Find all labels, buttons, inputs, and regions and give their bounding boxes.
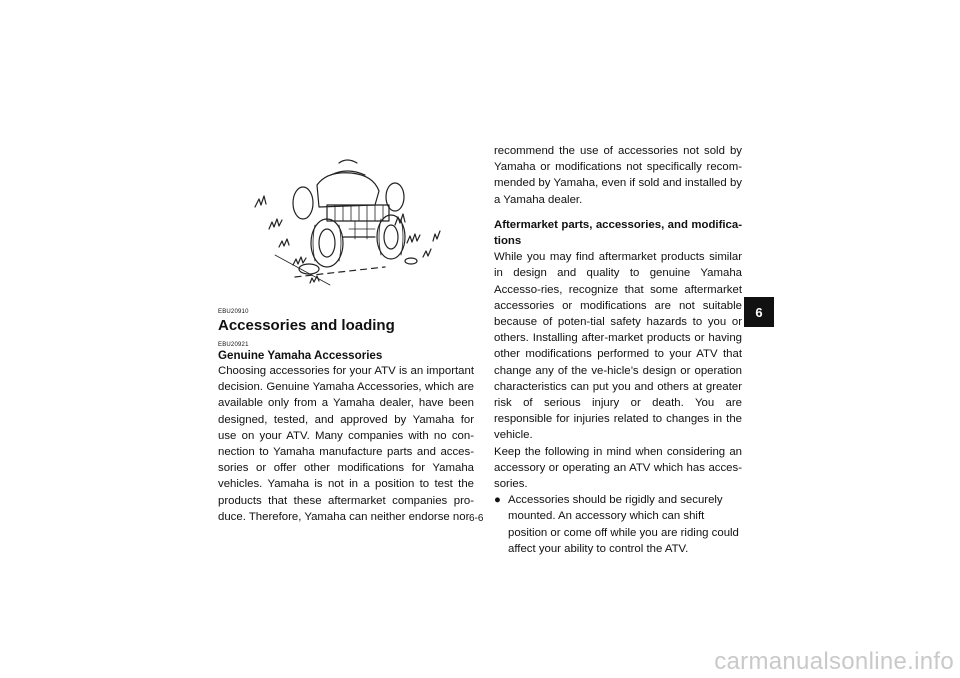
chapter-tab: 6 — [744, 297, 774, 327]
atv-illustration — [235, 145, 460, 295]
subsection-code: EBU20921 — [218, 342, 249, 348]
section-heading: Accessories and loading — [218, 317, 395, 334]
bullet-item — [494, 492, 742, 557]
subsection-heading: Genuine Yamaha Accessories — [218, 349, 383, 362]
paragraph: While you may find aftermarket products similar in design and quality to genuine Yamaha Accesso-ries, recognize that some aftermarket accessories or modifications are not suitable because of poten-tial safety hazards to you or others. Installing after-market products or having other modifications performed to your ATV that change any of the ve-hicle’s design or operation characteristics can put you and others at greater risk of serious injury or death. You are responsible for injuries related to changes in the vehicle. — [494, 251, 742, 442]
section-code: EBU20910 — [218, 309, 249, 315]
bullet-text: Accessories should be rigidly and securely mounted. An accessory which can shift position or come off while you are riding could affect your ability to control the ATV. — [508, 494, 739, 555]
paragraph: Keep the following in mind when considering an accessory or operating an ATV which has acces-sories. — [494, 445, 742, 491]
subsection-heading: Aftermarket parts, accessories, and modifica-tions — [494, 218, 742, 248]
paragraph: Choosing accessories for your ATV is an important decision. Genuine Yamaha Accessories, which are available only from a Yamaha dealer, have been designed, tested, and approved by Yamaha for use on your ATV. Many companies with no con-nection to Yamaha manufacture parts and acces-sories or offer other modifications for Yamaha vehicles. Yamaha is not in a position to test the products that these aftermarket companies pro-duce. Therefore, Yamaha can neither endorse nor — [218, 365, 474, 523]
paragraph: recommend the use of accessories not sold by Yamaha or modifications not specifically recom-mended by Yamaha, even if sold and installed by a Yamaha dealer. — [494, 145, 742, 206]
watermark: carmanualsonline.info — [714, 648, 954, 675]
right-column — [494, 143, 742, 557]
page-number: 6-6 — [469, 513, 484, 524]
left-column — [218, 308, 474, 525]
bullet-icon: ● — [494, 494, 501, 507]
